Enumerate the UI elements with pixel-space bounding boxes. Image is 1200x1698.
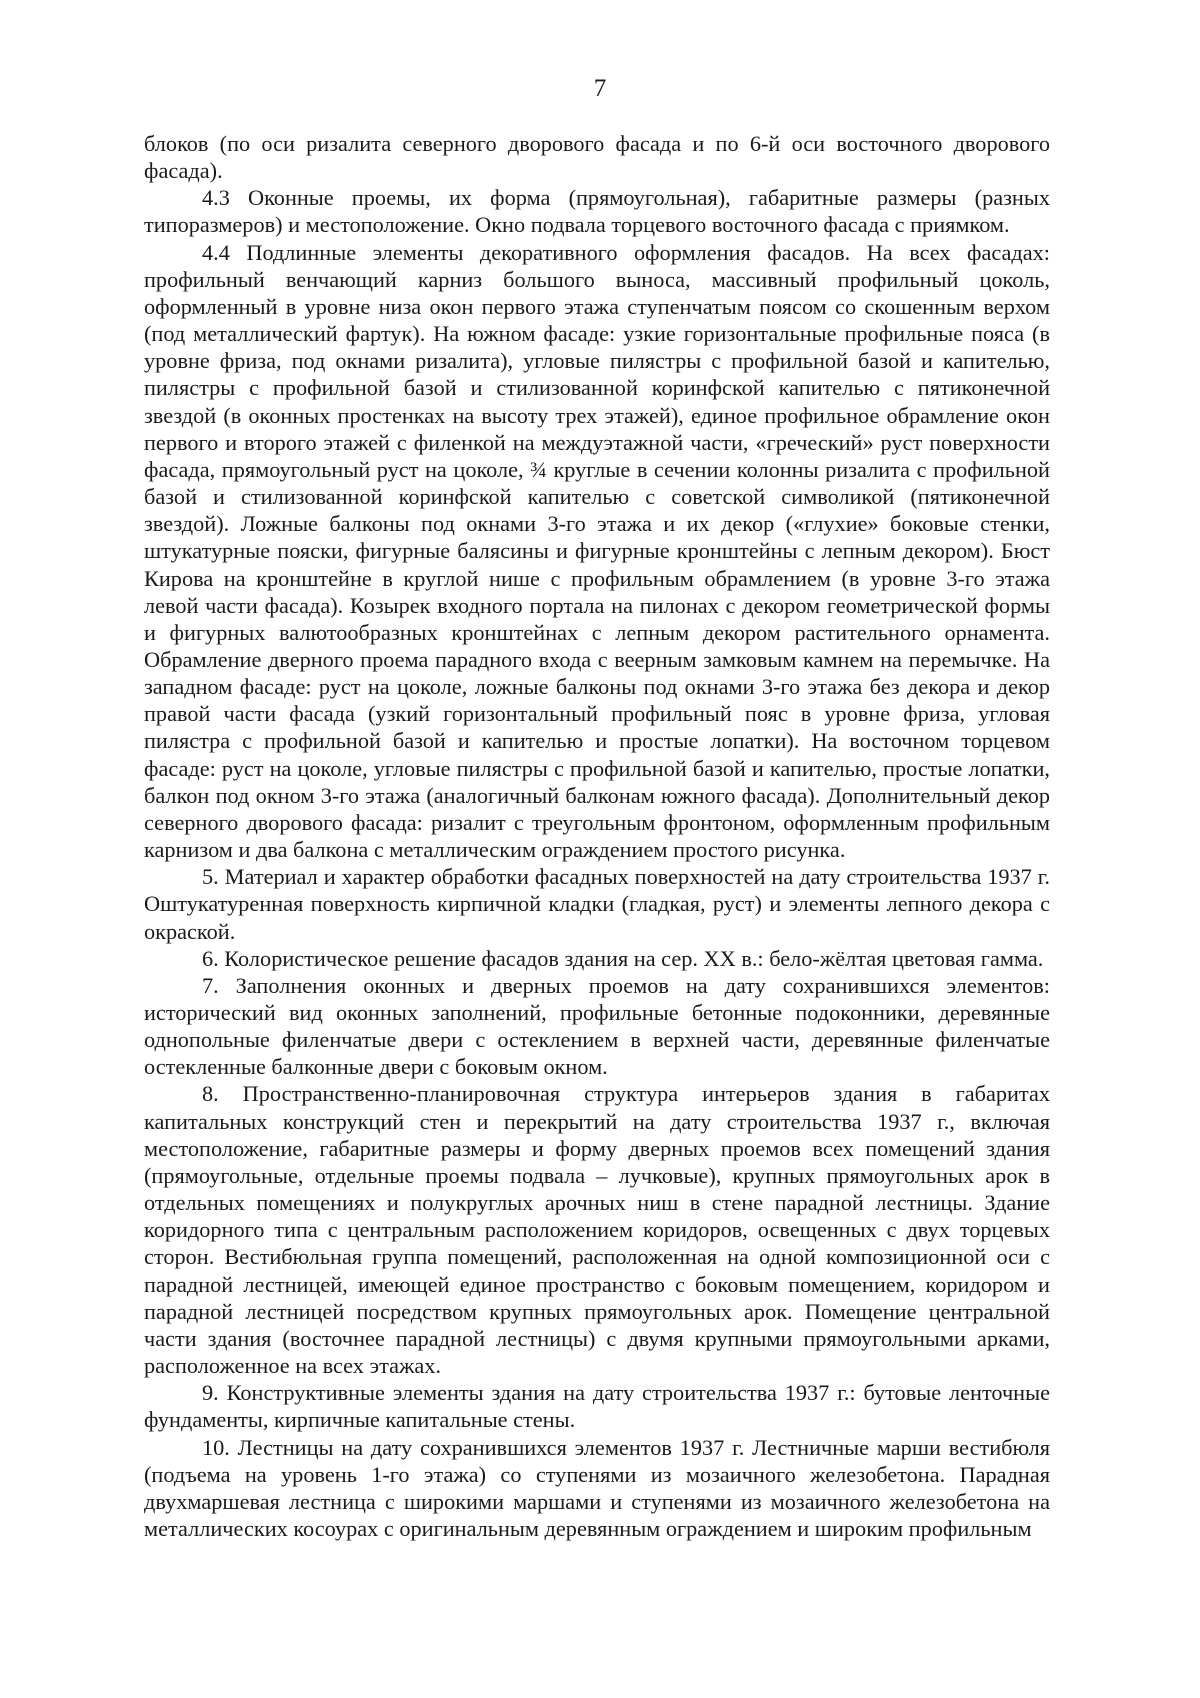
paragraph-4-3-window-openings: 4.3 Оконные проемы, их форма (прямоугольная), габаритные размеры (разных типоразмеров) и местоположение. Окно подвала торцевого восточного фасада с приямком. [144, 185, 1050, 238]
paragraph-8-interior-structure: 8. Пространственно-планировочная структура интерьеров здания в габаритах капитальных конструкций стен и перекрытий на дату строительства 1937 г., включая местоположение, габаритные размеры и форму дверных проемов всех помещений здания (прямоугольные, отдельные проемы подвала – лучковые), крупных прямоугольных арок в отдельных помещениях и полукруглых арочных ниш в стене парадной лестницы. Здание коридорного типа с центральным расположением коридоров, освещенных с двух торцевых сторон. Вестибюльная группа помещений, расположенная на одной композиционной оси с парадной лестницей, имеющей единое пространство с боковым помещением, коридором и парадной лестницей посредством крупных прямоугольных арок. Помещение центральной части здания (восточнее парадной лестницы) с двумя крупными прямоугольными арками, расположенное на всех этажах. [144, 1081, 1050, 1379]
page-number: 7 [593, 75, 607, 102]
paragraph-9-structural-elements: 9. Конструктивные элементы здания на дату строительства 1937 г.: бутовые ленточные фундаменты, кирпичные капитальные стены. [144, 1380, 1050, 1433]
paragraph-continuation: блоков (по оси ризалита северного дворового фасада и по 6-й оси восточного дворового фасада). [144, 131, 1050, 184]
paragraph-6-color-scheme: 6. Колористическое решение фасадов здания на сер. XX в.: бело-жёлтая цветовая гамма. [202, 945, 1044, 971]
document-body [144, 130, 1050, 1542]
paragraph-10-staircases: 10. Лестницы на дату сохранившихся элементов 1937 г. Лестничные марши вестибюля (подъема на уровень 1-го этажа) со ступенями из мозаичного железобетона. Парадная двухмаршевая лестница с широкими маршами и ступенями из мозаичного железобетона на металлических косоурах с оригинальным деревянным ограждением и широким профильным [144, 1434, 1050, 1541]
paragraph-4-4-decorative-elements: 4.4 Подлинные элементы декоративного оформления фасадов. На всех фасадах: профильный венчающий карниз большого выноса, массивный профильный цоколь, оформленный в уровне низа окон первого этажа ступенчатым поясом со скошенным верхом (под металлический фартук). На южном фасаде: узкие горизонтальные профильные пояса (в уровне фриза, под окнами ризалита), угловые пилястры с профильной базой и капителью, пилястры с профильной базой и стилизованной коринфской капителью с пятиконечной звездой (в оконных простенках на высоту трех этажей), единое профильное обрамление окон первого и второго этажей с филенкой на междуэтажной части, «греческий» руст поверхности фасада, прямоугольный руст на цоколе, ¾ круглые в сечении колонны ризалита с профильной базой и стилизованной коринфской капителью с советской символикой (пятиконечной звездой). Ложные балконы под окнами 3-го этажа и их декор («глухие» боковые стенки, штукатурные пояски, фигурные балясины и фигурные кронштейны с лепным декором). Бюст Кирова на кронштейне в круглой нише с профильным обрамлением (в уровне 3-го этажа левой части фасада). Козырек входного портала на пилонах с декором геометрической формы и фигурных валютообразных кронштейнах с лепным декором растительного орнамента. Обрамление дверного проема парадного входа с веерным замковым камнем на перемычке. На западном фасаде: руст на цоколе, ложные балконы под окнами 3-го этажа без декора и декор правой части фасада (узкий горизонтальный профильный пояс в уровне фриза, угловая пилястра с профильной базой и капителью и простые лопатки). На восточном торцевом фасаде: руст на цоколе, угловые пилястры с профильной базой и капителью, простые лопатки, балкон под окном 3-го этажа (аналогичный балконам южного фасада). Дополнительный декор северного дворового фасада: ризалит с треугольным фронтоном, оформленным профильным карнизом и два балкона с металлическим ограждением простого рисунка. [144, 239, 1050, 863]
paragraph-5-facade-materials: 5. Материал и характер обработки фасадных поверхностей на дату строительства 1937 г. Оштукатуренная поверхность кирпичной кладки (гладкая, руст) и элементы лепного декора с окраской. [144, 864, 1050, 944]
paragraph-7-window-door-fillings: 7. Заполнения оконных и дверных проемов на дату сохранившихся элементов: исторический вид оконных заполнений, профильные бетонные подоконники, деревянные однопольные филенчатые двери с остеклением в верхней части, деревянные филенчатые остекленные балконные двери с боковым окном. [144, 972, 1050, 1080]
